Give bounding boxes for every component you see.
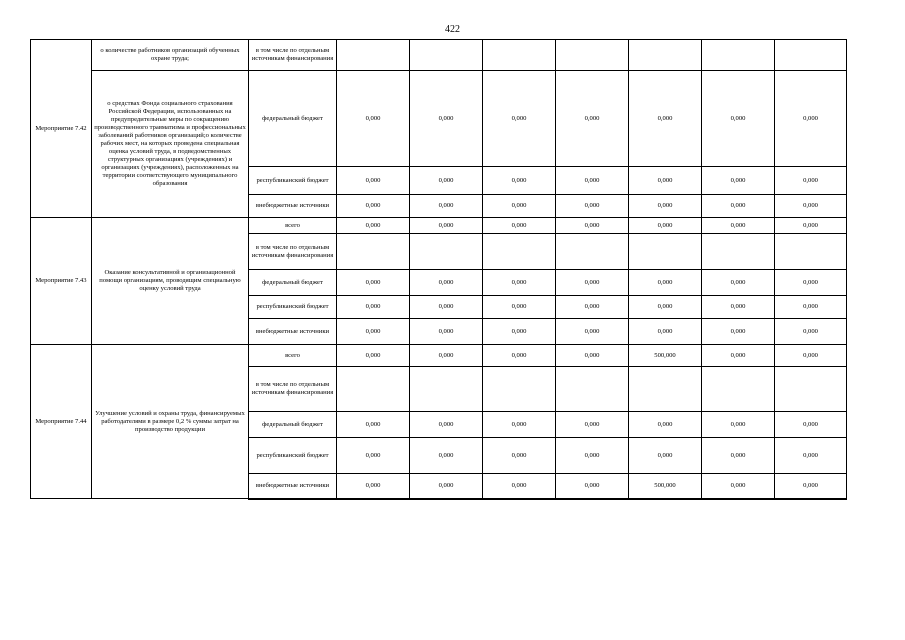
funding-source: в том числе по отдельным источникам финансирования: [249, 40, 337, 71]
value-cell: 0,000: [775, 474, 847, 499]
value-cell: 0,000: [337, 412, 410, 438]
value-cell: 0,000: [410, 218, 483, 234]
value-cell: 0,000: [483, 71, 556, 167]
value-cell: 0,000: [702, 71, 775, 167]
value-cell: 0,000: [702, 474, 775, 499]
value-cell: [629, 367, 702, 412]
value-cell: 0,000: [775, 270, 847, 296]
value-cell: 0,000: [337, 71, 410, 167]
value-cell: [702, 234, 775, 270]
value-cell: 0,000: [629, 218, 702, 234]
value-cell: 500,000: [629, 474, 702, 499]
value-cell: [556, 40, 629, 71]
value-cell: 0,000: [556, 296, 629, 319]
value-cell: 0,000: [775, 167, 847, 195]
table-row: [31, 218, 847, 234]
value-cell: [337, 367, 410, 412]
value-cell: 0,000: [775, 412, 847, 438]
value-cell: 0,000: [556, 474, 629, 499]
value-cell: 0,000: [483, 218, 556, 234]
value-cell: 0,000: [702, 270, 775, 296]
value-cell: 0,000: [629, 270, 702, 296]
value-cell: 0,000: [702, 319, 775, 345]
table-row: [31, 71, 847, 167]
value-cell: [410, 234, 483, 270]
value-cell: 0,000: [410, 71, 483, 167]
value-cell: 0,000: [629, 195, 702, 218]
budget-table: [30, 39, 847, 500]
value-cell: 0,000: [556, 412, 629, 438]
value-cell: 0,000: [483, 319, 556, 345]
value-cell: [702, 367, 775, 412]
value-cell: 0,000: [410, 412, 483, 438]
value-cell: [629, 40, 702, 71]
value-cell: 0,000: [410, 438, 483, 474]
value-cell: 0,000: [775, 296, 847, 319]
value-cell: 0,000: [337, 345, 410, 367]
value-cell: 0,000: [702, 438, 775, 474]
funding-source: всего: [249, 218, 337, 234]
value-cell: 0,000: [702, 412, 775, 438]
funding-source: в том числе по отдельным источникам финансирования: [249, 367, 337, 412]
funding-source: внебюджетные источники: [249, 195, 337, 218]
funding-source: федеральный бюджет: [249, 270, 337, 296]
value-cell: [556, 234, 629, 270]
value-cell: 0,000: [556, 319, 629, 345]
value-cell: 0,000: [629, 296, 702, 319]
table-row: [31, 40, 847, 71]
activity-description: о количестве работников организаций обученных охране труда;: [92, 40, 249, 71]
value-cell: 0,000: [629, 412, 702, 438]
activity-code: Мероприятие 7.44: [31, 345, 92, 499]
funding-source: всего: [249, 345, 337, 367]
value-cell: 0,000: [337, 296, 410, 319]
funding-source: внебюджетные источники: [249, 474, 337, 499]
value-cell: 0,000: [702, 296, 775, 319]
value-cell: 0,000: [337, 270, 410, 296]
value-cell: 0,000: [483, 195, 556, 218]
value-cell: 0,000: [702, 167, 775, 195]
value-cell: [702, 40, 775, 71]
value-cell: 0,000: [483, 438, 556, 474]
value-cell: [775, 40, 847, 71]
value-cell: 0,000: [483, 345, 556, 367]
activity-description: Оказание консультативной и организационной помощи организациям, проводящим специальную оценку условий труда: [92, 218, 249, 345]
value-cell: 0,000: [410, 474, 483, 499]
value-cell: 0,000: [337, 195, 410, 218]
value-cell: 0,000: [556, 167, 629, 195]
value-cell: 0,000: [556, 195, 629, 218]
page-number: 422: [445, 24, 460, 35]
table-row: [31, 345, 847, 367]
value-cell: 0,000: [775, 319, 847, 345]
value-cell: [483, 367, 556, 412]
value-cell: [775, 367, 847, 412]
funding-source: федеральный бюджет: [249, 412, 337, 438]
value-cell: 0,000: [556, 438, 629, 474]
value-cell: [410, 367, 483, 412]
value-cell: [629, 234, 702, 270]
value-cell: 0,000: [556, 218, 629, 234]
activity-description: Улучшение условий и охраны труда, финансируемых работодателями в размере 0,2 % суммы затрат на производство продукции: [92, 345, 249, 499]
value-cell: 0,000: [702, 195, 775, 218]
value-cell: [337, 234, 410, 270]
funding-source: республиканский бюджет: [249, 438, 337, 474]
value-cell: 0,000: [629, 438, 702, 474]
activity-code: Мероприятие 7.43: [31, 218, 92, 345]
value-cell: 0,000: [483, 167, 556, 195]
value-cell: 0,000: [483, 474, 556, 499]
value-cell: [556, 367, 629, 412]
value-cell: [483, 234, 556, 270]
value-cell: 0,000: [410, 296, 483, 319]
value-cell: 500,000: [629, 345, 702, 367]
value-cell: 0,000: [337, 438, 410, 474]
value-cell: 0,000: [702, 345, 775, 367]
activity-code: Мероприятие 7.42: [31, 40, 92, 218]
value-cell: 0,000: [702, 218, 775, 234]
value-cell: 0,000: [337, 474, 410, 499]
value-cell: 0,000: [410, 195, 483, 218]
value-cell: 0,000: [775, 195, 847, 218]
funding-source: федеральный бюджет: [249, 71, 337, 167]
value-cell: 0,000: [483, 296, 556, 319]
value-cell: 0,000: [556, 270, 629, 296]
value-cell: 0,000: [556, 71, 629, 167]
value-cell: 0,000: [483, 412, 556, 438]
value-cell: 0,000: [775, 218, 847, 234]
value-cell: 0,000: [483, 270, 556, 296]
funding-source: в том числе по отдельным источникам финансирования: [249, 234, 337, 270]
funding-source: республиканский бюджет: [249, 296, 337, 319]
value-cell: 0,000: [775, 438, 847, 474]
value-cell: 0,000: [410, 167, 483, 195]
value-cell: 0,000: [775, 71, 847, 167]
value-cell: 0,000: [410, 345, 483, 367]
value-cell: [483, 40, 556, 71]
funding-source: республиканский бюджет: [249, 167, 337, 195]
funding-source: внебюджетные источники: [249, 319, 337, 345]
value-cell: 0,000: [410, 270, 483, 296]
value-cell: 0,000: [337, 218, 410, 234]
value-cell: [337, 40, 410, 71]
value-cell: 0,000: [337, 319, 410, 345]
value-cell: [775, 234, 847, 270]
activity-description: о средствах Фонда социального страхования Российской Федерации, использованных на предупредительные меры по сокращению производственного травматизма и профессиональных заболеваний работников организаций;о количестве рабочих мест, на которых проведена специальная оценка условий труда, в подведомственных структурных организациях (учреждениях) и организациях (учреждениях), расположенных на территории соответствующего муниципального образования: [92, 71, 249, 218]
value-cell: 0,000: [337, 167, 410, 195]
value-cell: 0,000: [629, 71, 702, 167]
value-cell: 0,000: [629, 319, 702, 345]
value-cell: [410, 40, 483, 71]
value-cell: 0,000: [556, 345, 629, 367]
value-cell: 0,000: [775, 345, 847, 367]
value-cell: 0,000: [410, 319, 483, 345]
value-cell: 0,000: [629, 167, 702, 195]
